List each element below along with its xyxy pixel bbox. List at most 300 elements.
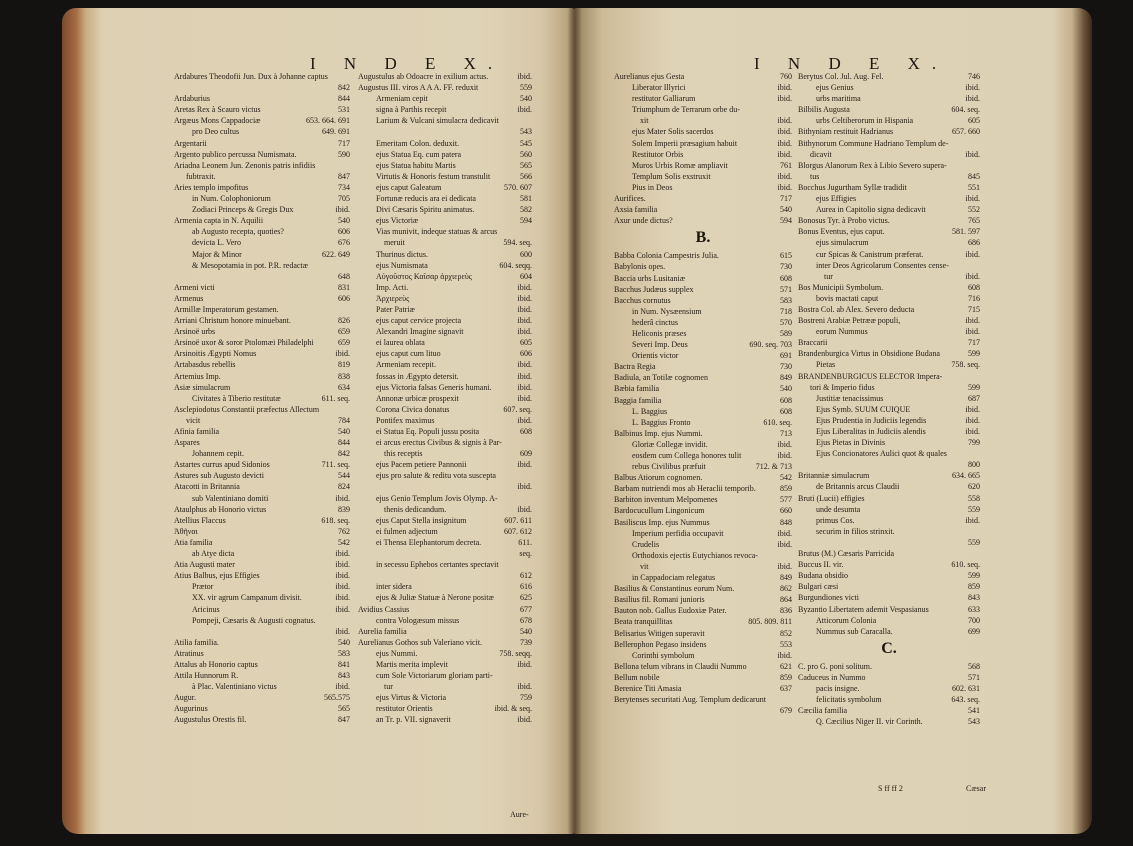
entry-text: Martis merita implevit xyxy=(376,659,448,669)
index-entry xyxy=(358,604,532,615)
entry-page-ref: 540 xyxy=(338,216,350,226)
entry-page-ref: 611. seq. xyxy=(321,393,350,403)
index-entry xyxy=(614,628,792,639)
index-entry xyxy=(798,448,980,459)
entry-text: Muros Urbis Romæ ampliavit xyxy=(632,160,728,170)
entry-page-ref: 859 xyxy=(968,582,980,592)
index-entry xyxy=(614,317,792,328)
index-entry xyxy=(614,672,792,683)
entry-page-ref: ibid. xyxy=(335,349,350,359)
index-entry xyxy=(614,93,792,104)
entry-text: & Mesopotamia in pot. P.R. redactæ xyxy=(192,260,308,270)
index-entry xyxy=(798,515,980,526)
right-page-header: I N D E X. xyxy=(754,54,949,73)
index-entry xyxy=(798,683,980,694)
entry-text: C. pro G. poni solitum. xyxy=(798,661,873,671)
entry-page-ref: 599 xyxy=(968,382,980,392)
index-entry xyxy=(614,539,792,550)
index-entry xyxy=(614,204,792,215)
entry-page-ref: 843 xyxy=(338,671,350,681)
index-entry xyxy=(614,383,792,394)
index-entry xyxy=(358,714,532,725)
entry-page-ref: 604 xyxy=(520,271,532,281)
entry-text: Major & Minor xyxy=(192,249,242,259)
entry-text: Nummus sub Caracalla. xyxy=(816,626,893,636)
entry-text: unde desumta xyxy=(816,504,861,514)
entry-page-ref: ibid. xyxy=(777,182,792,192)
entry-page-ref: ibid. xyxy=(777,83,792,93)
entry-page-ref: 634 xyxy=(338,382,350,392)
entry-text: Atellius Flaccus xyxy=(174,515,226,525)
entry-page-ref: 831 xyxy=(338,282,350,292)
entry-page-ref: 842 xyxy=(338,449,350,459)
entry-page-ref: 819 xyxy=(338,360,350,370)
entry-text: Burgundiones victi xyxy=(798,593,859,603)
entry-page-ref: ibid. xyxy=(517,415,532,425)
entry-page-ref: 705 xyxy=(338,194,350,204)
index-entry xyxy=(174,348,350,359)
entry-text: Annonæ urbicæ prospexit xyxy=(376,393,459,403)
entry-text: urbs Celtiberorum in Hispania xyxy=(816,116,914,126)
index-entry xyxy=(798,404,980,415)
index-entry xyxy=(798,348,980,359)
entry-page-ref: 566 xyxy=(520,171,532,181)
index-entry xyxy=(174,182,350,193)
index-entry xyxy=(358,692,532,703)
index-entry xyxy=(798,237,980,248)
entry-page-ref: 531 xyxy=(338,105,350,115)
entry-page-ref: 648 xyxy=(338,271,350,281)
entry-page-ref: 760 xyxy=(780,72,792,81)
entry-text: Brandenburgica Virtus in Obsidione Budana xyxy=(798,349,940,359)
entry-text: ejus Caput Stella insignitum xyxy=(376,515,467,525)
entry-text: Restitutor Orbis xyxy=(632,149,684,159)
index-entry xyxy=(174,260,350,271)
index-entry xyxy=(174,415,350,426)
entry-text: Augustus III. viros A A A. FF. reduxit xyxy=(358,83,479,93)
entry-page-ref: 717 xyxy=(968,338,980,348)
index-entry xyxy=(174,404,350,415)
entry-page-ref: 543 xyxy=(520,127,532,137)
entry-text: Ardabures Theodofii Jun. Dux à Johanne captus xyxy=(174,72,328,81)
index-entry xyxy=(798,171,980,182)
index-entry xyxy=(358,93,532,104)
entry-text: ejus caput Galeatum xyxy=(376,182,442,192)
entry-text: Gloriæ Collegæ invidit. xyxy=(632,439,708,449)
entry-text: fubtraxit. xyxy=(186,171,216,181)
index-entry xyxy=(798,304,980,315)
entry-page-ref: 852 xyxy=(780,628,792,638)
entry-page-ref: 620 xyxy=(968,482,980,492)
entry-page-ref: 571 xyxy=(780,284,792,294)
entry-text: Arsinoë uxor & soror Ptolomæi Philadelphi xyxy=(174,338,314,348)
entry-text: ab Atye dicta xyxy=(192,549,235,559)
entry-text: Aurelianus ejus Gesta xyxy=(614,72,685,81)
entry-page-ref: ibid. xyxy=(965,427,980,436)
index-entry xyxy=(358,204,532,215)
entry-text: à Plac. Valentiniano victus xyxy=(192,682,277,692)
entry-text: Bæbia familia xyxy=(614,384,660,394)
book-gutter xyxy=(568,8,582,834)
entry-page-ref: 824 xyxy=(338,482,350,492)
index-entry xyxy=(174,359,350,370)
entry-page-ref: 565.575 xyxy=(324,693,350,703)
entry-text: Balbinus Imp. ejus Nummi. xyxy=(614,428,703,438)
index-entry xyxy=(174,437,350,448)
entry-page-ref: 844 xyxy=(338,438,350,448)
index-entry xyxy=(798,504,980,515)
entry-page-ref: 610. seq. xyxy=(951,560,980,570)
entry-page-ref: 540 xyxy=(520,94,532,104)
catchword-right: Cæsar xyxy=(966,784,986,793)
entry-page-ref: 540 xyxy=(780,205,792,215)
entry-text: Aurelianus Gothos sub Valeriano vicit. xyxy=(358,637,483,647)
entry-page-ref: 805. 809. 811 xyxy=(748,617,792,627)
entry-page-ref: 717 xyxy=(338,138,350,148)
entry-page-ref: ibid. xyxy=(777,561,792,571)
entry-text: Attila Hunnorum R. xyxy=(174,671,239,681)
section-letter: C. xyxy=(881,639,897,657)
entry-text: Virtutis & Honoris festum transtulit xyxy=(376,171,491,181)
entry-page-ref: 551 xyxy=(968,182,980,192)
index-entry xyxy=(174,304,350,315)
entry-page-ref: ibid. xyxy=(335,682,350,692)
entry-text: Atia Augusti mater xyxy=(174,560,235,570)
entry-text: eorum Nummus xyxy=(816,327,868,337)
entry-text: Severi Imp. Deus xyxy=(632,340,688,350)
entry-text: tus xyxy=(810,171,820,181)
entry-page-ref: 565 xyxy=(520,160,532,170)
entry-page-ref: 649. 691 xyxy=(322,127,350,137)
entry-text: Argentarii xyxy=(174,138,207,148)
index-entry xyxy=(358,426,532,437)
index-entry xyxy=(798,672,980,683)
entry-page-ref: 730 xyxy=(780,362,792,372)
left-page-header: I N D E X. xyxy=(310,54,505,73)
entry-text: Berytenses securitati Aug. Templum dedicarunt xyxy=(614,695,766,705)
entry-text: ei Statua Eq. Populi jussu posita xyxy=(376,427,480,436)
entry-text: vit xyxy=(640,561,649,571)
entry-text: ejus Effigies xyxy=(816,194,857,204)
index-column-2 xyxy=(358,71,532,726)
index-entry xyxy=(798,570,980,581)
entry-text: Armillæ Imperatorum gestamen. xyxy=(174,304,279,314)
entry-page-ref: ibid. xyxy=(965,149,980,159)
entry-page-ref: 826 xyxy=(338,316,350,326)
entry-page-ref: 570. 607 xyxy=(504,182,532,192)
entry-text: ejus caput cervice projecta xyxy=(376,316,462,326)
entry-page-ref: ibid. xyxy=(777,171,792,181)
entry-text: ei Thensa Elephantorum decreta. xyxy=(376,537,482,547)
entry-text: Fortunæ reducis ara ei dedicata xyxy=(376,194,476,204)
entry-text: ejus Genio Templum Jovis Olymp. A- xyxy=(376,493,498,503)
entry-text: Heliconis præses xyxy=(632,328,687,338)
entry-page-ref: 618. seq. xyxy=(321,515,350,525)
index-entry xyxy=(174,515,350,526)
entry-text: in Cappadociam relegatus xyxy=(632,573,716,583)
entry-page-ref: 594. seq. xyxy=(503,238,532,248)
index-entry xyxy=(358,115,532,126)
index-entry xyxy=(798,581,980,592)
entry-text: Templum Solis exstruxit xyxy=(632,171,711,181)
entry-page-ref: 657. 660 xyxy=(952,127,980,137)
index-entry xyxy=(174,459,350,470)
entry-text: Buccus II. vir. xyxy=(798,560,844,570)
entry-page-ref: ibid. xyxy=(517,105,532,115)
entry-text: securim in filios strinxit. xyxy=(816,526,895,536)
index-entry xyxy=(798,82,980,93)
entry-page-ref: 607. 612 xyxy=(504,526,532,536)
left-page xyxy=(62,8,574,834)
index-entry xyxy=(174,160,350,171)
entry-text: ejus Pacem petiere Pannonii xyxy=(376,460,467,470)
entry-page-ref: 762 xyxy=(338,526,350,536)
index-entry xyxy=(614,350,792,361)
entry-page-ref: 765 xyxy=(968,216,980,226)
index-entry xyxy=(614,182,792,193)
entry-text: Imperium perfidia occupavit xyxy=(632,528,724,538)
entry-page-ref: 849 xyxy=(780,373,792,383)
index-entry xyxy=(798,493,980,504)
entry-page-ref: 540 xyxy=(338,637,350,647)
entry-page-ref: 739 xyxy=(520,637,532,647)
entry-text: Bithyniam restituit Hadrianus xyxy=(798,127,894,137)
entry-page-ref: 541 xyxy=(968,706,980,716)
entry-text: L. Baggius Fronto xyxy=(632,417,691,427)
entry-text: Aretas Rex à Scauro victus xyxy=(174,105,261,115)
index-entry xyxy=(614,328,792,339)
entry-text: Bellerophon Pegaso insidens xyxy=(614,639,707,649)
entry-page-ref: 608 xyxy=(780,395,792,405)
entry-page-ref: 542 xyxy=(338,537,350,547)
index-entry xyxy=(798,249,980,260)
entry-text: Ἀρχιερεὺς xyxy=(376,293,410,303)
entry-text: ejus Mater Solis sacerdos xyxy=(632,127,714,137)
entry-text: Balbus Atiorum cognomen. xyxy=(614,473,703,483)
entry-page-ref: 690. seq. 703 xyxy=(749,340,792,350)
entry-page-ref: 843 xyxy=(968,593,980,603)
entry-text: Beata tranquillitas xyxy=(614,617,673,627)
index-entry xyxy=(798,626,980,637)
entry-page-ref: ibid. xyxy=(965,94,980,104)
index-entry xyxy=(174,237,350,248)
entry-page-ref: ibid. xyxy=(965,415,980,425)
entry-text: tur xyxy=(824,271,833,281)
entry-page-ref: 643. seq. xyxy=(951,695,980,705)
entry-text: bovis mactati caput xyxy=(816,293,879,303)
entry-text: Atius Balbus, ejus Effigies xyxy=(174,571,260,581)
entry-page-ref: ibid. xyxy=(517,482,532,492)
entry-page-ref: 847 xyxy=(338,171,350,181)
entry-text: pacis insigne. xyxy=(816,683,860,693)
entry-page-ref: 559 xyxy=(968,504,980,514)
entry-page-ref: 845 xyxy=(968,171,980,181)
entry-page-ref: 544 xyxy=(338,471,350,481)
entry-page-ref: ibid. xyxy=(777,650,792,660)
index-entry xyxy=(614,372,792,383)
entry-text: ei arcus erectus Civibus & signis à Par- xyxy=(376,438,502,448)
entry-page-ref: 608 xyxy=(780,273,792,283)
entry-text: XX. vir agrum Campanum divisit. xyxy=(192,593,302,603)
entry-text: Afinia familia xyxy=(174,427,220,436)
entry-page-ref: 600 xyxy=(520,249,532,259)
entry-page-ref: 761 xyxy=(780,160,792,170)
entry-page-ref: 605 xyxy=(520,338,532,348)
entry-page-ref: ibid. xyxy=(965,404,980,414)
index-entry xyxy=(614,273,792,284)
entry-page-ref: 559 xyxy=(968,537,980,547)
index-entry xyxy=(358,559,532,570)
entry-text: Barbiton inventum Melpomenes xyxy=(614,495,718,505)
entry-text: Emeritam Colon. deduxit. xyxy=(376,138,460,148)
index-entry xyxy=(358,404,532,415)
index-entry xyxy=(174,138,350,149)
index-entry xyxy=(614,160,792,171)
entry-text: Basiliscus Imp. ejus Nummus xyxy=(614,517,710,527)
index-entry xyxy=(358,537,532,548)
entry-page-ref: 634. 665 xyxy=(952,471,980,481)
entry-text: L. Baggius xyxy=(632,406,668,416)
entry-text: Babba Colonia Campestris Julia. xyxy=(614,251,719,261)
index-entry xyxy=(174,193,350,204)
index-entry xyxy=(798,537,980,548)
index-entry xyxy=(174,703,350,714)
entry-page-ref: 758. seq. xyxy=(951,360,980,370)
index-entry xyxy=(798,592,980,603)
index-entry xyxy=(358,149,532,160)
index-entry xyxy=(614,639,792,650)
entry-page-ref: ibid. xyxy=(777,94,792,104)
entry-page-ref: 606 xyxy=(338,227,350,237)
entry-page-ref: ibid. xyxy=(517,393,532,403)
index-entry xyxy=(614,594,792,605)
entry-text: ejus Statua Eq. cum patera xyxy=(376,149,462,159)
entry-page-ref: 691 xyxy=(780,351,792,361)
index-entry xyxy=(358,260,532,271)
index-entry xyxy=(614,650,792,661)
entry-page-ref: 713 xyxy=(780,428,792,438)
index-entry xyxy=(798,193,980,204)
entry-page-ref: 859 xyxy=(780,484,792,494)
entry-text: Armenus xyxy=(174,293,204,303)
entry-text: ejus simulacrum xyxy=(816,238,869,248)
entry-page-ref: 839 xyxy=(338,504,350,514)
entry-text: restitutor Galliarum xyxy=(632,94,696,104)
index-entry xyxy=(614,705,792,716)
entry-page-ref: ibid. xyxy=(517,72,532,81)
entry-page-ref: 759 xyxy=(520,693,532,703)
entry-text: cur Spicas & Canistrum præferat. xyxy=(816,249,924,259)
entry-text: Ἀθῆναι xyxy=(174,526,198,536)
entry-page-ref: 583 xyxy=(780,295,792,305)
entry-text: felicitatis symbolum xyxy=(816,695,882,705)
entry-text: restitutor Orientis xyxy=(376,704,433,714)
entry-text: Pompeji, Cæsaris & Augusti cognatus. xyxy=(192,615,316,625)
entry-page-ref: ibid. xyxy=(335,205,350,215)
index-entry xyxy=(358,182,532,193)
entry-text: ejus Nummi. xyxy=(376,648,418,658)
entry-page-ref: ibid. xyxy=(777,528,792,538)
entry-page-ref: 545 xyxy=(520,138,532,148)
entry-page-ref: ibid. xyxy=(517,659,532,669)
entry-page-ref: 604. seqq. xyxy=(499,260,532,270)
entry-text: Larium & Vulcani simulacra dedicavit xyxy=(376,116,499,126)
entry-text: Asiæ simulacrum xyxy=(174,382,231,392)
index-entry xyxy=(798,226,980,237)
entry-text: Babylonis opes. xyxy=(614,262,666,272)
entry-text: Augur. xyxy=(174,693,196,703)
entry-text: Augurinus xyxy=(174,704,208,714)
index-entry xyxy=(174,504,350,515)
index-entry xyxy=(358,637,532,648)
index-entry xyxy=(614,284,792,295)
index-entry xyxy=(798,548,980,559)
index-entry xyxy=(174,714,350,725)
entry-text: xit xyxy=(640,116,649,126)
entry-text: Ardaburius xyxy=(174,94,210,104)
entry-text: Atratinus xyxy=(174,648,204,658)
index-entry xyxy=(358,493,532,504)
entry-page-ref: 583 xyxy=(338,648,350,658)
index-entry xyxy=(174,126,350,137)
index-entry xyxy=(798,149,980,160)
index-entry xyxy=(358,592,532,603)
index-entry xyxy=(174,226,350,237)
entry-page-ref: 607. seq. xyxy=(503,404,532,414)
entry-page-ref: 676 xyxy=(338,238,350,248)
entry-text: Bellona telum vibrans in Claudii Nummo xyxy=(614,661,747,671)
entry-page-ref: 862 xyxy=(780,584,792,594)
entry-text: Orthodoxis ejectis Eutychianos revoca- xyxy=(632,550,758,560)
entry-page-ref: 700 xyxy=(968,615,980,625)
entry-page-ref: 847 xyxy=(338,715,350,725)
entry-page-ref: 717 xyxy=(780,194,792,204)
index-entry xyxy=(614,661,792,672)
index-entry xyxy=(358,71,532,82)
entry-text: Blorgus Alanorum Rex à Libio Severo supera- xyxy=(798,160,947,170)
entry-page-ref: 599 xyxy=(968,349,980,359)
entry-page-ref: ibid. xyxy=(517,715,532,725)
index-entry xyxy=(358,82,532,93)
entry-page-ref: ibid. xyxy=(335,493,350,503)
entry-text: vicit xyxy=(186,415,201,425)
entry-page-ref: 677 xyxy=(520,604,532,614)
index-entry xyxy=(358,160,532,171)
entry-text: Baccia urbs Lusitaniæ xyxy=(614,273,686,283)
entry-text: Aries templo impofitus xyxy=(174,182,249,192)
entry-text: urbs maritima xyxy=(816,94,861,104)
index-entry xyxy=(614,193,792,204)
entry-text: pro Deo cultus xyxy=(192,127,240,137)
entry-text: contra Vologæsum missus xyxy=(376,615,460,625)
index-entry xyxy=(174,570,350,581)
index-entry xyxy=(798,559,980,570)
entry-page-ref: ibid. xyxy=(965,271,980,281)
entry-text: Atacotti in Britannia xyxy=(174,482,240,492)
entry-page-ref: 540 xyxy=(780,384,792,394)
index-entry xyxy=(614,450,792,461)
entry-text: Aspares xyxy=(174,438,200,448)
entry-text: Imp. Acti. xyxy=(376,282,409,292)
index-entry xyxy=(174,648,350,659)
entry-page-ref: 633 xyxy=(968,604,980,614)
index-entry xyxy=(358,437,532,448)
entry-text: Armeni victi xyxy=(174,282,215,292)
entry-text: Aurelia familia xyxy=(358,626,407,636)
entry-page-ref: ibid. xyxy=(335,582,350,592)
index-entry xyxy=(614,461,792,472)
entry-text: Bithynorum Commune Hadriano Templum de- xyxy=(798,138,949,148)
